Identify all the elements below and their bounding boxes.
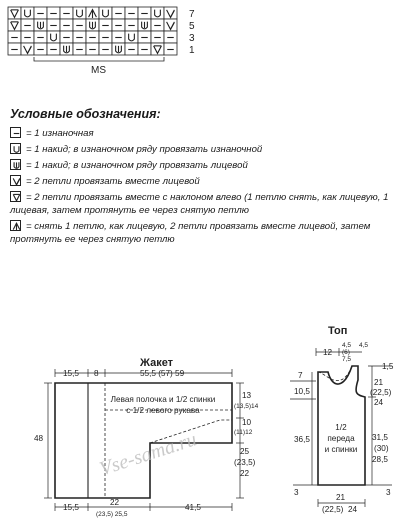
top-left-105: 10,5	[294, 387, 310, 396]
legend-item-text: = 1 изнаночная	[26, 128, 94, 139]
top-label-2: переда	[327, 434, 355, 443]
jacket-top-left: 15,5	[63, 369, 79, 378]
top-12: 12	[323, 348, 333, 357]
top-right-21b: (22,5)	[370, 388, 392, 397]
row-number: 3	[189, 33, 195, 44]
top-right-15: 1,5	[382, 362, 394, 371]
jacket-bottom-22: 22	[110, 498, 120, 507]
jacket-bottom-22b: (23,5) 25,5	[96, 511, 128, 518]
legend-item-text: = 1 накид; в изнаночном ряду провязать изнаночной	[26, 144, 263, 155]
top-6: (6)	[342, 349, 350, 356]
jacket-label-2: с 1/2 левого рукава	[126, 406, 200, 415]
jacket-right-25: 25	[240, 447, 250, 456]
legend-item-text: = 2 петли провязать вместе лицевой	[26, 176, 200, 187]
top-right-285: 28,5	[372, 455, 388, 464]
jacket-title: Жакет	[140, 357, 174, 369]
top-75: 7,5	[342, 356, 352, 363]
jacket-top-mid: 8	[94, 369, 99, 378]
legend-title: Условные обозначения:	[10, 107, 161, 121]
jacket-right-25c: 22	[240, 469, 250, 478]
jacket-bottom-right: 41,5	[185, 503, 201, 512]
watermark: Vse-sama.ru	[96, 428, 200, 481]
top-right-24: 24	[374, 398, 384, 407]
jacket-right-25b: (23,5)	[234, 458, 256, 467]
top-45: 4,5	[342, 342, 352, 349]
row-number: 7	[189, 9, 195, 20]
legend-item-text: = 2 петли провязать вместе с наклоном влево (1 петлю снять, как лицевую, 1 лицевая, затем протянуть ее через снятую петлю	[10, 192, 389, 216]
jacket-right-13: 13	[242, 391, 252, 400]
top-bottom-24: 24	[348, 505, 358, 514]
top-left-3: 3	[294, 488, 299, 497]
top-left-365: 36,5	[294, 435, 310, 444]
top-right-3: 3	[386, 488, 391, 497]
top-title: Топ	[328, 325, 348, 337]
top-left-7: 7	[298, 371, 303, 380]
jacket-right-10: 10	[242, 418, 252, 427]
repeat-label: MS	[91, 65, 106, 76]
jacket-right-13b: (13,5)14	[234, 403, 259, 410]
jacket-bottom-left: 15,5	[63, 503, 79, 512]
top-right-315: 31,5	[372, 433, 388, 442]
top-right-30: (30)	[374, 444, 389, 453]
top-bottom-21b: (22,5)	[322, 505, 344, 514]
row-number: 1	[189, 45, 195, 56]
jacket-top-right: 55,5 (57) 59	[140, 369, 185, 378]
top-bottom-21: 21	[336, 493, 346, 502]
top-label-1: 1/2	[335, 423, 347, 432]
top-label-3: и спинки	[324, 445, 358, 454]
jacket-height: 48	[34, 434, 44, 443]
top-45b: 4,5	[359, 342, 369, 349]
legend-item-text: = 1 накид; в изнаночном ряду провязать лицевой	[26, 160, 248, 171]
row-number: 5	[189, 21, 195, 32]
jacket-right-10b: (11)12	[234, 429, 253, 436]
legend-item-text: = снять 1 петлю, как лицевую, 2 петли провязать вместе лицевой, затем протянуть ее через снятую петлю	[10, 221, 371, 245]
jacket-label-1: Левая полочка и 1/2 спинки	[110, 395, 216, 404]
top-right-21: 21	[374, 378, 384, 387]
